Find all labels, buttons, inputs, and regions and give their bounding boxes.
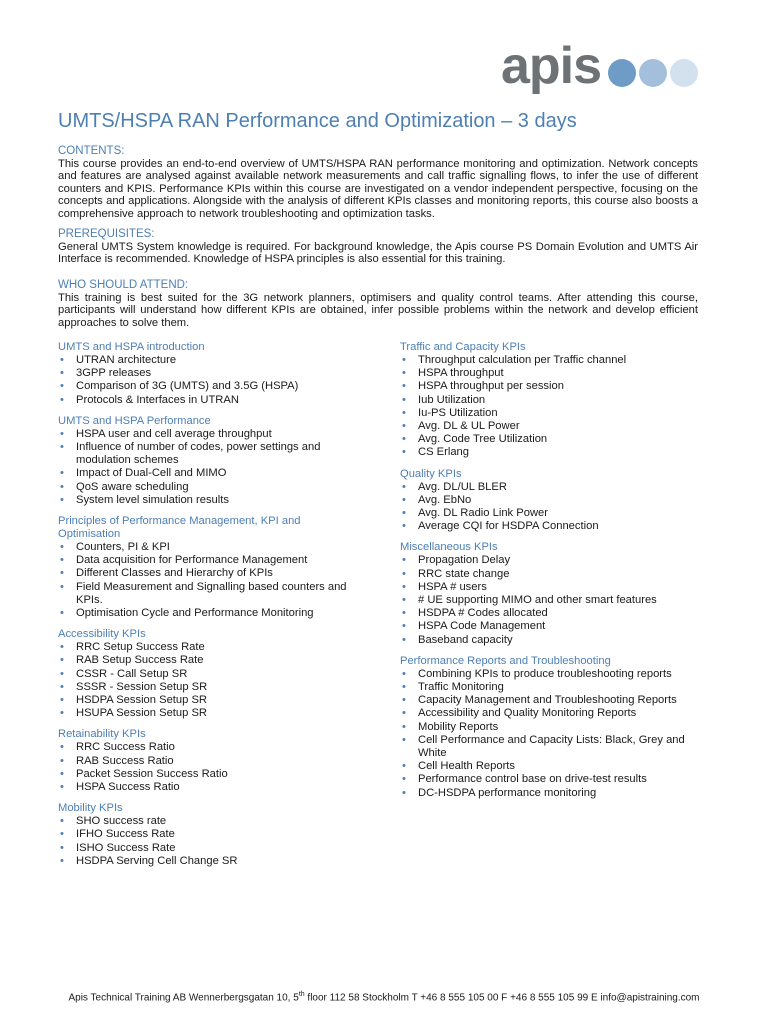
- topic-group-title: Traffic and Capacity KPIs: [400, 341, 526, 353]
- contents-label: CONTENTS:: [58, 145, 125, 157]
- list-item: • HSDPA Serving Cell Change SR: [58, 855, 358, 868]
- topic-group-title: Quality KPIs: [400, 467, 462, 480]
- list-item: • Iu-PS Utilization: [400, 407, 700, 420]
- logo-dot-2: [639, 59, 667, 87]
- footer-address: [0, 991, 768, 1003]
- topic-group-title: UMTS and HSPA introduction: [58, 341, 205, 353]
- list-item: • CS Erlang: [400, 446, 700, 459]
- list-item: • Iub Utilization: [400, 394, 700, 407]
- topic-list: [58, 815, 358, 868]
- list-item: • Combining KPIs to produce troubleshooting reports: [400, 668, 700, 681]
- list-item: • Field Measurement and Signalling based counters and KPIs.: [58, 581, 358, 607]
- list-item: • 3GPP releases: [58, 367, 358, 380]
- list-item: • Cell Performance and Capacity Lists: Black, Grey and White: [400, 734, 700, 760]
- list-item: • Packet Session Success Ratio: [58, 768, 358, 781]
- footer-address-start: Apis Technical Training AB Wennerbergsgatan 10, 5: [68, 992, 299, 1004]
- list-item: • Avg. DL/UL BLER: [400, 481, 700, 494]
- list-item: • Capacity Management and Troubleshooting Reports: [400, 694, 700, 707]
- topic-list: [58, 741, 358, 794]
- list-item: • Protocols & Interfaces in UTRAN: [58, 394, 358, 407]
- list-item: • # UE supporting MIMO and other smart features: [400, 594, 700, 607]
- list-item: • Baseband capacity: [400, 634, 700, 647]
- list-item: • RRC Success Ratio: [58, 741, 358, 754]
- list-item: • SHO success rate: [58, 815, 358, 828]
- topic-group: [58, 728, 358, 794]
- page-title: UMTS/HSPA RAN Performance and Optimization – 3 days: [58, 110, 577, 132]
- list-item: • Different Classes and Hierarchy of KPIs: [58, 567, 358, 580]
- list-item: • RRC state change: [400, 568, 700, 581]
- topic-group: [400, 541, 700, 646]
- list-item: • Performance control base on drive-test results: [400, 773, 700, 786]
- list-item: • Optimisation Cycle and Performance Monitoring: [58, 607, 358, 620]
- topic-list: [58, 641, 358, 720]
- topic-group: [400, 468, 700, 534]
- topic-list: [400, 481, 700, 534]
- list-item: • ISHO Success Rate: [58, 842, 358, 855]
- list-item: • Avg. Code Tree Utilization: [400, 433, 700, 446]
- list-item: • QoS aware scheduling: [58, 481, 358, 494]
- list-item: • Average CQI for HSDPA Connection: [400, 520, 700, 533]
- topic-list: [400, 554, 700, 646]
- apis-logo: [500, 37, 698, 95]
- list-item: • CSSR - Call Setup SR: [58, 668, 358, 681]
- list-item: • Impact of Dual-Cell and MIMO: [58, 467, 358, 480]
- contents-text: This course provides an end-to-end overview of UMTS/HSPA RAN performance monitoring and optimization. Network concepts and features are analysed against available network measurements and call traffic signalling flows, to infer the use of different counters and KPIS. Performance KPIs within this course are investigated on a vendor independent perspective, focusing on the concepts and applications. Alongside with the analysis of different KPIs classes and monitoring reports, this course also boosts a comprehensive approach to network troubleshooting and optimization tasks.: [58, 157, 698, 220]
- list-item: • UTRAN architecture: [58, 354, 358, 367]
- topic-list: [400, 354, 700, 460]
- list-item: • Throughput calculation per Traffic channel: [400, 354, 700, 367]
- logo-wordmark: apis: [500, 37, 601, 95]
- list-item: • Mobility Reports: [400, 721, 700, 734]
- list-item: • Comparison of 3G (UMTS) and 3.5G (HSPA): [58, 380, 358, 393]
- topic-list: [58, 428, 358, 507]
- list-item: • IFHO Success Rate: [58, 828, 358, 841]
- topic-group: [58, 341, 358, 407]
- right-topic-column: [400, 341, 700, 808]
- list-item: • HSPA throughput per session: [400, 380, 700, 393]
- logo-dot-1: [608, 59, 636, 87]
- who-text: This training is best suited for the 3G network planners, optimisers and quality control teams. After attending this course, participants will understand how different KPIs are obtained, infer possible problems within the network and develop efficient approaches to solve them.: [58, 291, 698, 329]
- list-item: • HSPA Success Ratio: [58, 781, 358, 794]
- prerequisites-section: [58, 228, 698, 266]
- list-item: • System level simulation results: [58, 494, 358, 507]
- list-item: • Avg. EbNo: [400, 494, 700, 507]
- list-item: • HSPA # users: [400, 581, 700, 594]
- topic-group-title: Retainability KPIs: [58, 728, 146, 741]
- list-item: • HSDPA Session Setup SR: [58, 694, 358, 707]
- list-item: • HSPA throughput: [400, 367, 700, 380]
- logo-dot-3: [670, 59, 698, 87]
- topic-group-title: Accessibility KPIs: [58, 628, 146, 641]
- list-item: • Data acquisition for Performance Management: [58, 554, 358, 567]
- list-item: • DC-HSDPA performance monitoring: [400, 787, 700, 800]
- list-item: • HSUPA Session Setup SR: [58, 707, 358, 720]
- topic-group: [58, 515, 358, 620]
- list-item: • RRC Setup Success Rate: [58, 641, 358, 654]
- topic-group-title: Mobility KPIs: [58, 802, 123, 815]
- who-section: [58, 279, 698, 329]
- topic-group-title: Performance Reports and Troubleshooting: [400, 654, 611, 667]
- left-topic-column: [58, 341, 358, 876]
- footer-address-end: floor 112 58 Stockholm T +46 8 555 105 00 F +46 8 555 105 99 E info@apistraining.com: [304, 992, 700, 1004]
- list-item: • HSPA user and cell average throughput: [58, 428, 358, 441]
- list-item: • RAB Setup Success Rate: [58, 654, 358, 667]
- who-label: WHO SHOULD ATTEND:: [58, 279, 189, 291]
- list-item: • HSPA Code Management: [400, 620, 700, 633]
- topic-group: [400, 341, 700, 460]
- topic-group: [58, 802, 358, 868]
- topic-group: [58, 415, 358, 507]
- list-item: • RAB Success Ratio: [58, 755, 358, 768]
- topic-list: [400, 668, 700, 800]
- topic-group-title: UMTS and HSPA Performance: [58, 414, 211, 427]
- topic-group-title: Miscellaneous KPIs: [400, 541, 498, 554]
- list-item: • Avg. DL & UL Power: [400, 420, 700, 433]
- list-item: • Cell Health Reports: [400, 760, 700, 773]
- list-item: • HSDPA # Codes allocated: [400, 607, 700, 620]
- prerequisites-text: General UMTS System knowledge is required. For background knowledge, the Apis course PS Domain Evolution and UMTS Air Interface is recommended. Knowledge of HSPA principles is also essential for this training.: [58, 240, 698, 265]
- contents-section: [58, 145, 698, 220]
- topic-list: [58, 541, 358, 620]
- prerequisites-label: PREREQUISITES:: [58, 228, 155, 240]
- topic-group-title: Principles of Performance Management, KPI and Optimisation: [58, 515, 301, 541]
- topic-group: [400, 655, 700, 800]
- list-item: • Avg. DL Radio Link Power: [400, 507, 700, 520]
- list-item: • SSSR - Session Setup SR: [58, 681, 358, 694]
- list-item: • Influence of number of codes, power settings and modulation schemes: [58, 441, 358, 467]
- footer-floor-suffix: th: [298, 991, 305, 998]
- list-item: • Traffic Monitoring: [400, 681, 700, 694]
- list-item: • Propagation Delay: [400, 554, 700, 567]
- list-item: • Accessibility and Quality Monitoring Reports: [400, 707, 700, 720]
- topic-group: [58, 628, 358, 720]
- topic-list: [58, 354, 358, 407]
- list-item: • Counters, PI & KPI: [58, 541, 358, 554]
